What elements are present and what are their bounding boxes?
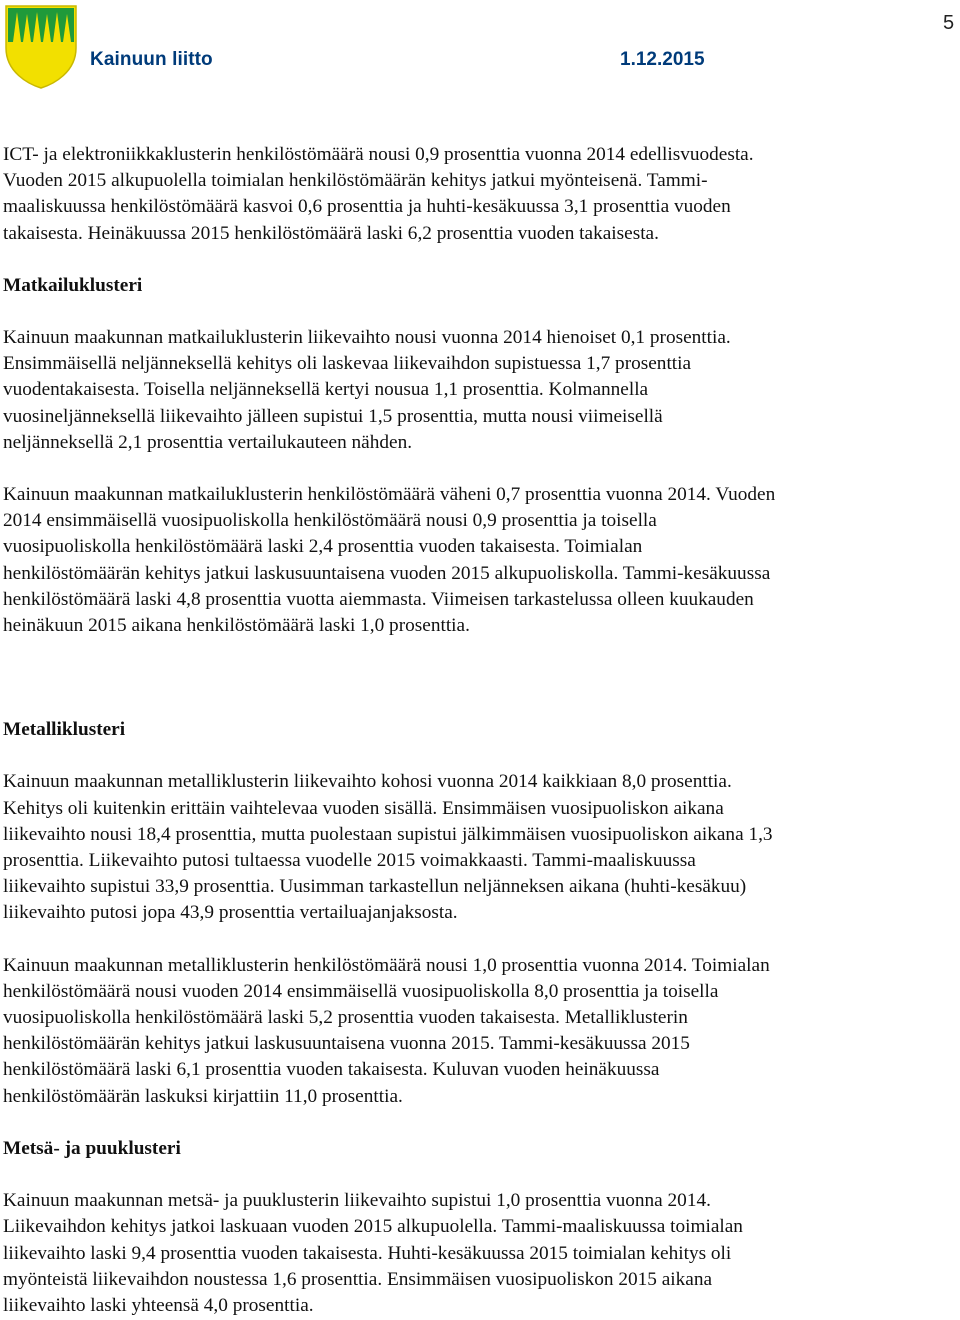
page-number: 5 [943,12,955,34]
text-line: liikevaihto laski 9,4 prosenttia vuoden takaisesta. Huhti-kesäkuussa 2015 toimialan kehitys oli [3,1242,732,1264]
metsa-paragraph-1 [3,1188,953,1319]
text-line: henkilöstömäärä laski 4,8 prosenttia vuotta aiemmasta. Viimeisen tarkastelussa olleen kuukauden [3,588,754,610]
section-heading-matkailu: Matkailuklusteri [3,274,143,296]
matkailu-paragraph-2 [3,482,953,639]
text-line: takaisesta. Heinäkuussa 2015 henkilöstömäärä laski 6,2 prosenttia vuoden takaisesta. [3,222,659,244]
text-line: Kainuun maakunnan metalliklusterin henkilöstömäärä nousi 1,0 prosenttia vuonna 2014. Toimialan [3,954,770,976]
text-line: myönteistä liikevaihdon noustessa 1,6 prosenttia. Ensimmäisen vuosipuoliskon 2015 aikana [3,1268,713,1290]
document-body [3,142,953,1319]
ict-paragraph [3,142,953,247]
text-line: Kainuun maakunnan matkailuklusterin liikevaihto nousi vuonna 2014 hienoiset 0,1 prosenttia. [3,327,731,349]
text-line: Kainuun maakunnan metsä- ja puuklusterin liikevaihto supistui 1,0 prosenttia vuonna 2014. [3,1190,711,1212]
section-heading-metsa: Metsä- ja puuklusteri [3,1137,181,1159]
text-line: 2014 ensimmäisellä vuosipuoliskolla henkilöstömäärä nousi 0,9 prosenttia ja toisella [3,510,657,532]
organization-name: Kainuun liitto [90,49,213,70]
kainuu-coat-of-arms-logo [4,4,78,90]
text-line: maaliskuussa henkilöstömäärä kasvoi 0,6 prosenttia ja huhti-kesäkuussa 3,1 prosenttia vuoden [3,196,731,218]
text-line: neljänneksellä 2,1 prosenttia vertailukauteen nähden. [3,431,413,453]
text-line: ICT- ja elektroniikkaklusterin henkilöstömäärä nousi 0,9 prosenttia vuonna 2014 edellisvuodesta. [3,144,754,165]
text-line: vuosipuoliskolla henkilöstömäärä laski 5,2 prosenttia vuoden takaisesta. Metalliklusterin [3,1007,688,1029]
document-date: 1.12.2015 [620,49,705,70]
section-heading-metalli: Metalliklusteri [3,719,126,741]
text-line: Kainuun maakunnan metalliklusterin liikevaihto kohosi vuonna 2014 kaikkiaan 8,0 prosenttia. [3,771,732,793]
page-header [0,0,960,100]
text-line: Liikevaihdon kehitys jatkoi laskuaan vuoden 2015 alkupuolella. Tammi-maaliskuussa toimialan [3,1216,743,1238]
text-line: Kainuun maakunnan matkailuklusterin henkilöstömäärä väheni 0,7 prosenttia vuonna 2014. Vuoden [3,484,776,506]
text-line: liikevaihto nousi 18,4 prosenttia, mutta puolestaan supistui jälkimmäisen vuosipuoliskon aikana 1,3 [3,823,773,845]
text-line: Ensimmäisellä neljänneksellä kehitys oli laskevaa liikevaihdon supistuessa 1,7 prosenttia [3,353,692,375]
text-line: heinäkuun 2015 aikana henkilöstömäärä laski 1,0 prosenttia. [3,615,470,637]
text-line: henkilöstömäärän kehitys jatkui laskusuuntaisena vuonna 2015. Tammi-kesäkuussa 2015 [3,1033,690,1055]
text-line: vuodentakaisesta. Toisella neljänneksellä kertyi nousua 1,1 prosenttia. Kolmannella [3,379,649,401]
text-line: vuosineljänneksellä liikevaihto jälleen supistui 1,5 prosenttia, mutta nousi viimeisellä [3,405,663,427]
text-line: prosenttia. Liikevaihto putosi tultaessa vuodelle 2015 voimakkaasti. Tammi-maaliskuussa [3,850,696,872]
text-line: liikevaihto putosi jopa 43,9 prosenttia vertailuajanjaksosta. [3,902,458,924]
text-line: henkilöstömäärän laskuksi kirjattiin 11,0 prosenttia. [3,1085,403,1107]
matkailu-paragraph-1 [3,325,953,456]
text-line: liikevaihto supistui 33,9 prosenttia. Uusimman tarkastellun neljänneksen aikana (huhti-kesäkuu) [3,876,747,898]
text-line: Vuoden 2015 alkupuolella toimialan henkilöstömäärän kehitys jatkui myönteisenä. Tammi- [3,170,708,192]
text-line: henkilöstömäärän kehitys jatkui laskusuuntaisena vuoden 2015 alkupuoliskolla. Tammi-kesäkuussa [3,562,771,584]
text-line: vuosipuoliskolla henkilöstömäärä laski 2,4 prosenttia vuoden takaisesta. Toimialan [3,536,643,558]
text-line: liikevaihto laski yhteensä 4,0 prosenttia. [3,1294,314,1316]
metalli-paragraph-2 [3,953,953,1110]
metalli-paragraph-1 [3,769,953,926]
text-line: Kehitys oli kuitenkin erittäin vaihtelevaa vuoden sisällä. Ensimmäisen vuosipuoliskon aikana [3,797,724,819]
text-line: henkilöstömäärä nousi vuoden 2014 ensimmäisellä vuosipuoliskolla 8,0 prosenttia ja toisella [3,980,719,1002]
text-line: henkilöstömäärä laski 6,1 prosenttia vuoden takaisesta. Kuluvan vuoden heinäkuussa [3,1059,660,1081]
